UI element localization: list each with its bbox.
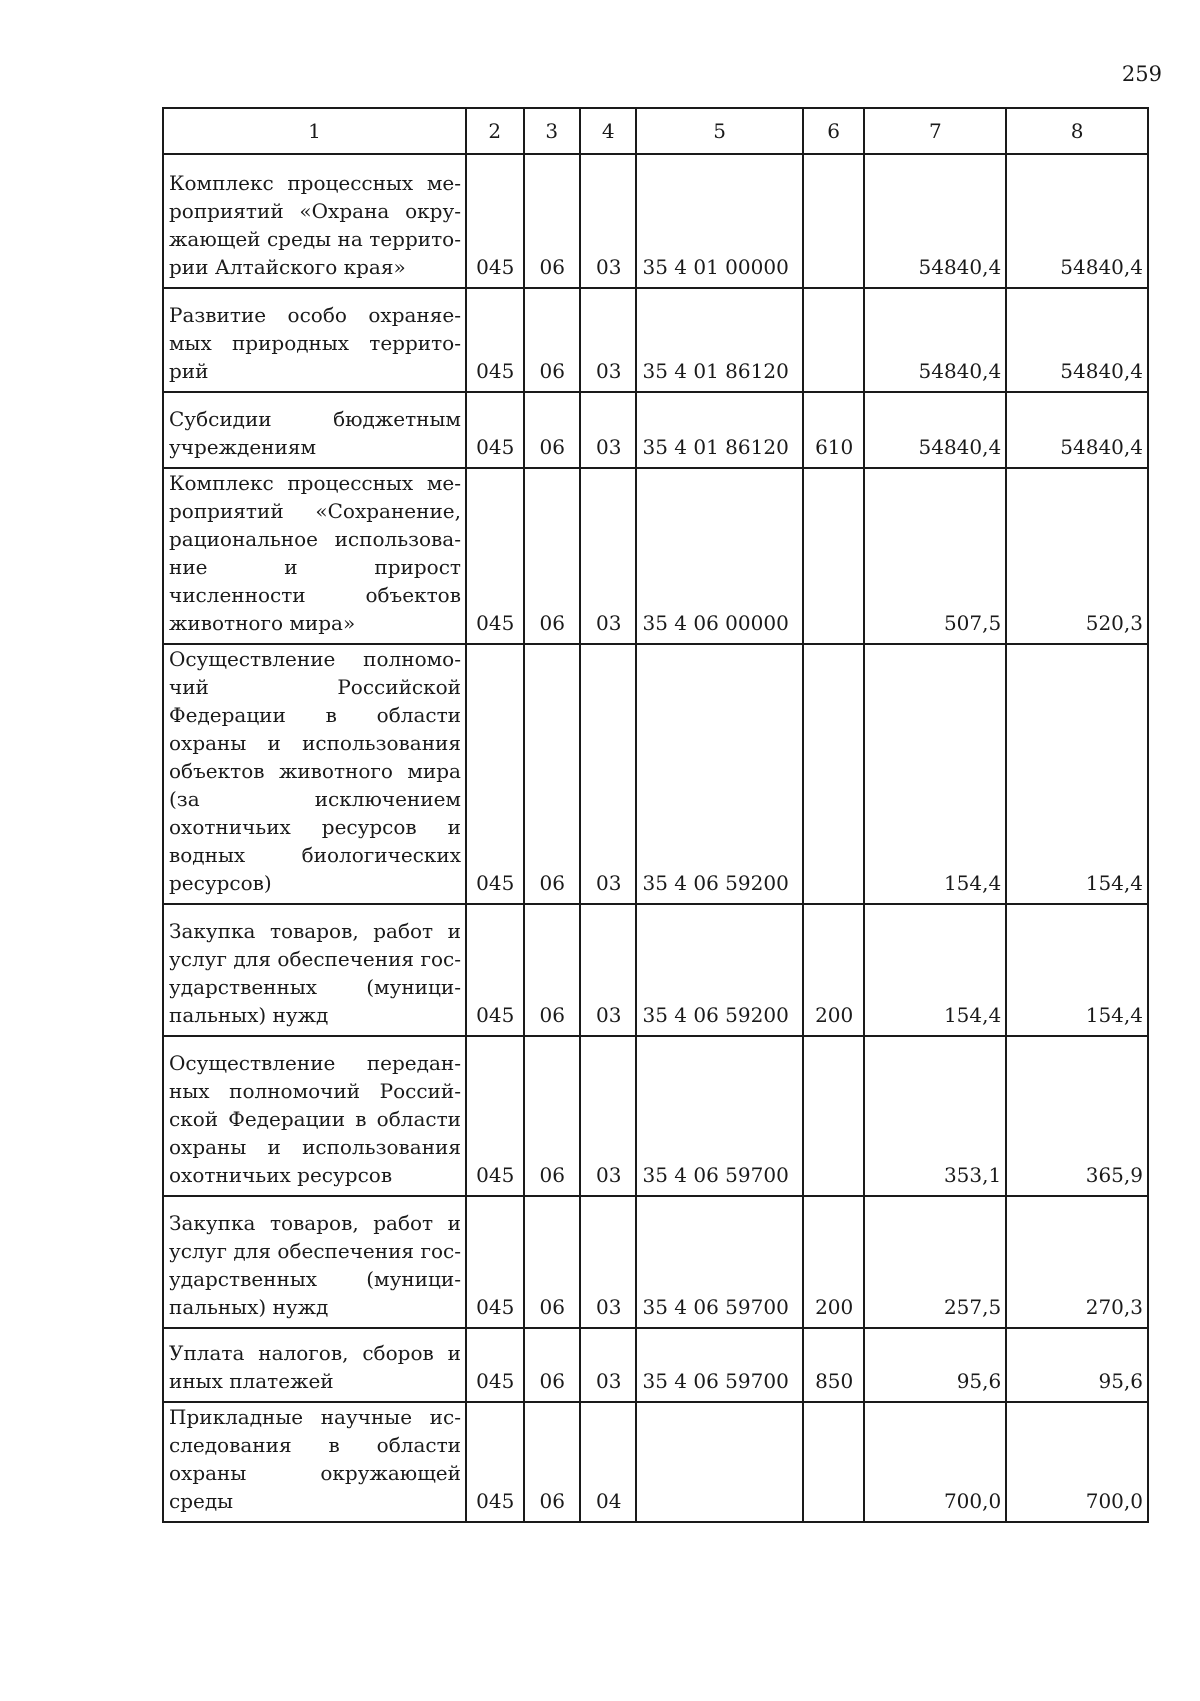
table-row bbox=[163, 154, 1148, 288]
cell-amount-year-2: 154,4 bbox=[1006, 904, 1148, 1036]
table-row bbox=[163, 392, 1148, 468]
cell-target-article: 35 4 06 59700 bbox=[636, 1328, 802, 1402]
header-col-6: 6 bbox=[803, 108, 865, 154]
cell-amount-year-2: 520,3 bbox=[1006, 468, 1148, 644]
cell-target-article: 35 4 06 59700 bbox=[636, 1036, 802, 1196]
row-name: Осуществление полномочий Российской Федерации в области охраны и использования объектов животного мира (за исключением охотничьих ресурсов и водных биологических ресурсов) bbox=[163, 644, 466, 904]
cell-section: 06 bbox=[524, 644, 580, 904]
cell-expense-type bbox=[803, 154, 865, 288]
cell-section: 06 bbox=[524, 1036, 580, 1196]
cell-amount-year-1: 154,4 bbox=[864, 644, 1006, 904]
header-col-7: 7 bbox=[864, 108, 1006, 154]
cell-amount-year-1: 95,6 bbox=[864, 1328, 1006, 1402]
cell-ministry-code: 045 bbox=[466, 392, 524, 468]
cell-target-article bbox=[636, 1402, 802, 1522]
header-col-3: 3 bbox=[524, 108, 580, 154]
cell-amount-year-2: 365,9 bbox=[1006, 1036, 1148, 1196]
cell-section: 06 bbox=[524, 154, 580, 288]
table-row bbox=[163, 1402, 1148, 1522]
cell-expense-type bbox=[803, 468, 865, 644]
row-name: Осуществление переданных полномочий Российской Федерации в области охраны и использования охотничьих ресурсов bbox=[163, 1036, 466, 1196]
row-name: Прикладные научные исследования в области охраны окружающей среды bbox=[163, 1402, 466, 1522]
header-col-8: 8 bbox=[1006, 108, 1148, 154]
cell-subsection: 03 bbox=[580, 644, 636, 904]
cell-amount-year-1: 507,5 bbox=[864, 468, 1006, 644]
cell-expense-type bbox=[803, 288, 865, 392]
header-col-4: 4 bbox=[580, 108, 636, 154]
cell-subsection: 03 bbox=[580, 1036, 636, 1196]
cell-ministry-code: 045 bbox=[466, 644, 524, 904]
cell-expense-type bbox=[803, 644, 865, 904]
row-name: Закупка товаров, работ и услуг для обеспечения государственных (муниципальных) нужд bbox=[163, 1196, 466, 1328]
page-number: 259 bbox=[1121, 62, 1162, 86]
cell-target-article: 35 4 06 59700 bbox=[636, 1196, 802, 1328]
header-row bbox=[163, 108, 1148, 154]
header-col-5: 5 bbox=[636, 108, 802, 154]
cell-ministry-code: 045 bbox=[466, 288, 524, 392]
cell-section: 06 bbox=[524, 1402, 580, 1522]
cell-amount-year-1: 154,4 bbox=[864, 904, 1006, 1036]
cell-amount-year-1: 54840,4 bbox=[864, 154, 1006, 288]
cell-amount-year-1: 54840,4 bbox=[864, 288, 1006, 392]
cell-target-article: 35 4 06 59200 bbox=[636, 644, 802, 904]
cell-subsection: 03 bbox=[580, 392, 636, 468]
cell-amount-year-2: 54840,4 bbox=[1006, 154, 1148, 288]
header-col-1: 1 bbox=[163, 108, 466, 154]
cell-expense-type: 200 bbox=[803, 1196, 865, 1328]
table-row bbox=[163, 288, 1148, 392]
cell-amount-year-2: 154,4 bbox=[1006, 644, 1148, 904]
cell-amount-year-2: 54840,4 bbox=[1006, 288, 1148, 392]
cell-ministry-code: 045 bbox=[466, 154, 524, 288]
budget-table bbox=[162, 107, 1149, 1523]
cell-amount-year-2: 95,6 bbox=[1006, 1328, 1148, 1402]
cell-ministry-code: 045 bbox=[466, 468, 524, 644]
cell-amount-year-2: 54840,4 bbox=[1006, 392, 1148, 468]
row-name: Комплекс процессных мероприятий «Охрана окружающей среды на территории Алтайского края» bbox=[163, 154, 466, 288]
cell-section: 06 bbox=[524, 392, 580, 468]
cell-expense-type: 610 bbox=[803, 392, 865, 468]
table-row bbox=[163, 1196, 1148, 1328]
cell-amount-year-1: 257,5 bbox=[864, 1196, 1006, 1328]
table-row bbox=[163, 1036, 1148, 1196]
table-row bbox=[163, 904, 1148, 1036]
cell-section: 06 bbox=[524, 904, 580, 1036]
table-row bbox=[163, 1328, 1148, 1402]
cell-subsection: 03 bbox=[580, 904, 636, 1036]
header-col-2: 2 bbox=[466, 108, 524, 154]
cell-subsection: 03 bbox=[580, 1328, 636, 1402]
cell-amount-year-2: 270,3 bbox=[1006, 1196, 1148, 1328]
cell-subsection: 03 bbox=[580, 154, 636, 288]
table-row bbox=[163, 468, 1148, 644]
cell-expense-type: 200 bbox=[803, 904, 865, 1036]
cell-ministry-code: 045 bbox=[466, 1196, 524, 1328]
cell-ministry-code: 045 bbox=[466, 904, 524, 1036]
cell-ministry-code: 045 bbox=[466, 1402, 524, 1522]
cell-target-article: 35 4 01 00000 bbox=[636, 154, 802, 288]
table-row bbox=[163, 644, 1148, 904]
cell-amount-year-2: 700,0 bbox=[1006, 1402, 1148, 1522]
cell-target-article: 35 4 06 59200 bbox=[636, 904, 802, 1036]
cell-amount-year-1: 700,0 bbox=[864, 1402, 1006, 1522]
row-name: Развитие особо охраняемых природных территорий bbox=[163, 288, 466, 392]
cell-section: 06 bbox=[524, 468, 580, 644]
cell-target-article: 35 4 01 86120 bbox=[636, 392, 802, 468]
cell-subsection: 04 bbox=[580, 1402, 636, 1522]
cell-ministry-code: 045 bbox=[466, 1328, 524, 1402]
row-name: Закупка товаров, работ и услуг для обеспечения государственных (муниципальных) нужд bbox=[163, 904, 466, 1036]
cell-expense-type bbox=[803, 1036, 865, 1196]
row-name: Комплекс процессных мероприятий «Сохранение, рациональное использование и прирост численности объектов животного мира» bbox=[163, 468, 466, 644]
row-name: Субсидии бюджетным учреждениям bbox=[163, 392, 466, 468]
row-name: Уплата налогов, сборов и иных платежей bbox=[163, 1328, 466, 1402]
cell-expense-type bbox=[803, 1402, 865, 1522]
cell-section: 06 bbox=[524, 1196, 580, 1328]
cell-subsection: 03 bbox=[580, 1196, 636, 1328]
cell-expense-type: 850 bbox=[803, 1328, 865, 1402]
cell-ministry-code: 045 bbox=[466, 1036, 524, 1196]
cell-subsection: 03 bbox=[580, 288, 636, 392]
cell-section: 06 bbox=[524, 1328, 580, 1402]
cell-target-article: 35 4 01 86120 bbox=[636, 288, 802, 392]
cell-subsection: 03 bbox=[580, 468, 636, 644]
cell-section: 06 bbox=[524, 288, 580, 392]
cell-target-article: 35 4 06 00000 bbox=[636, 468, 802, 644]
cell-amount-year-1: 353,1 bbox=[864, 1036, 1006, 1196]
cell-amount-year-1: 54840,4 bbox=[864, 392, 1006, 468]
